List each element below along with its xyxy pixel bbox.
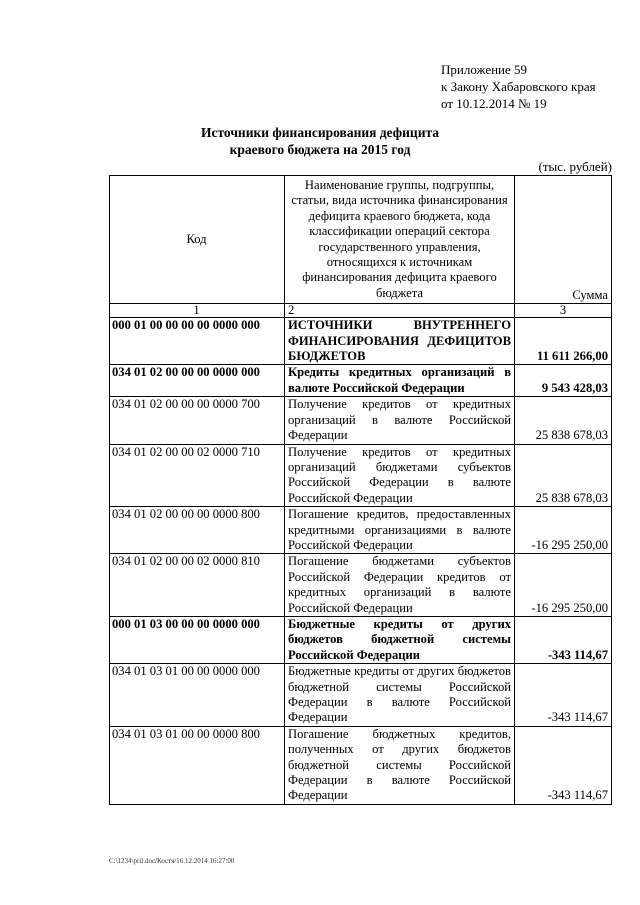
table-row xyxy=(110,507,612,554)
table-row xyxy=(110,318,612,365)
header-code: Код xyxy=(110,176,285,304)
column-number-1: 1 xyxy=(110,304,285,318)
row-amount: 9 543 428,03 xyxy=(515,365,612,397)
column-number-row xyxy=(110,304,612,318)
row-code: 034 01 02 00 00 02 0000 810 xyxy=(110,554,285,617)
row-amount: 25 838 678,03 xyxy=(515,444,612,507)
row-name: Получение кредитов от кредитных организаций в валюте Российской Федерации xyxy=(285,397,515,444)
column-number-2: 2 xyxy=(285,304,515,318)
row-name: Кредиты кредитных организаций в валюте Российской Федерации xyxy=(285,365,515,397)
row-code: 034 01 03 01 00 00 0000 000 xyxy=(110,664,285,727)
row-name: Бюджетные кредиты от других бюджетов бюджетной системы Российской Федерации в валюте Российской Федерации xyxy=(285,664,515,727)
row-name: Получение кредитов от кредитных организаций бюджетами субъектов Российской Федерации в валюте Российской Федерации xyxy=(285,444,515,507)
row-code: 034 01 02 00 00 00 0000 000 xyxy=(110,365,285,397)
row-code: 034 01 03 01 00 00 0000 800 xyxy=(110,726,285,804)
appendix-block xyxy=(441,61,596,112)
table-row xyxy=(110,554,612,617)
row-amount: 25 838 678,03 xyxy=(515,397,612,444)
title-line-2: краевого бюджета на 2015 год xyxy=(229,142,411,157)
header-amount: Сумма xyxy=(515,176,612,304)
row-name: Погашение бюджетных кредитов, полученных от других бюджетов бюджетной системы Российской Федерации в валюте Российской Федерации xyxy=(285,726,515,804)
row-name: ИСТОЧНИКИ ВНУТРЕННЕГО ФИНАНСИРОВАНИЯ ДЕФИЦИТОВ БЮДЖЕТОВ xyxy=(285,318,515,365)
column-number-3: 3 xyxy=(515,304,612,318)
row-amount: -16 295 250,00 xyxy=(515,554,612,617)
table-row xyxy=(110,397,612,444)
appendix-number: Приложение 59 xyxy=(441,62,528,77)
document-title xyxy=(120,124,520,158)
row-code: 034 01 02 00 00 00 0000 800 xyxy=(110,507,285,554)
table-header-row xyxy=(110,176,612,304)
table-row xyxy=(110,616,612,663)
units-label: (тыс. рублей) xyxy=(538,159,612,174)
appendix-date: от 10.12.2014 № 19 xyxy=(441,96,547,111)
table-row xyxy=(110,726,612,804)
table-row xyxy=(110,664,612,727)
row-code: 034 01 02 00 00 00 0000 700 xyxy=(110,397,285,444)
file-path-footer: C:\1234\pril.doc/Костя/16.12.2014 16:27:00 xyxy=(109,857,235,865)
title-line-1: Источники финансирования дефицита xyxy=(200,125,440,140)
row-amount: 11 611 266,00 xyxy=(515,318,612,365)
table-row xyxy=(110,444,612,507)
appendix-law: к Закону Хабаровского края xyxy=(441,79,596,94)
row-name: Погашение бюджетами субъектов Российской Федерации кредитов от кредитных организаций в валюте Российской Федерации xyxy=(285,554,515,617)
sources-table xyxy=(109,175,612,805)
row-name: Погашение кредитов, предоставленных кредитными организациями в валюте Российской Федерации xyxy=(285,507,515,554)
table-row xyxy=(110,365,612,397)
row-code: 000 01 00 00 00 00 0000 000 xyxy=(110,318,285,365)
row-code: 034 01 02 00 00 02 0000 710 xyxy=(110,444,285,507)
row-amount: -343 114,67 xyxy=(515,726,612,804)
row-amount: -343 114,67 xyxy=(515,616,612,663)
row-code: 000 01 03 00 00 00 0000 000 xyxy=(110,616,285,663)
row-amount: -343 114,67 xyxy=(515,664,612,727)
row-amount: -16 295 250,00 xyxy=(515,507,612,554)
header-name: Наименование группы, подгруппы, статьи, вида источника финансирования дефицита краевого бюджета, кода классификации операций сектора государственного управления, относящихся к источникам финансирования дефицита краевого бюджета xyxy=(285,176,515,304)
row-name: Бюджетные кредиты от других бюджетов бюджетной системы Российской Федерации xyxy=(285,616,515,663)
